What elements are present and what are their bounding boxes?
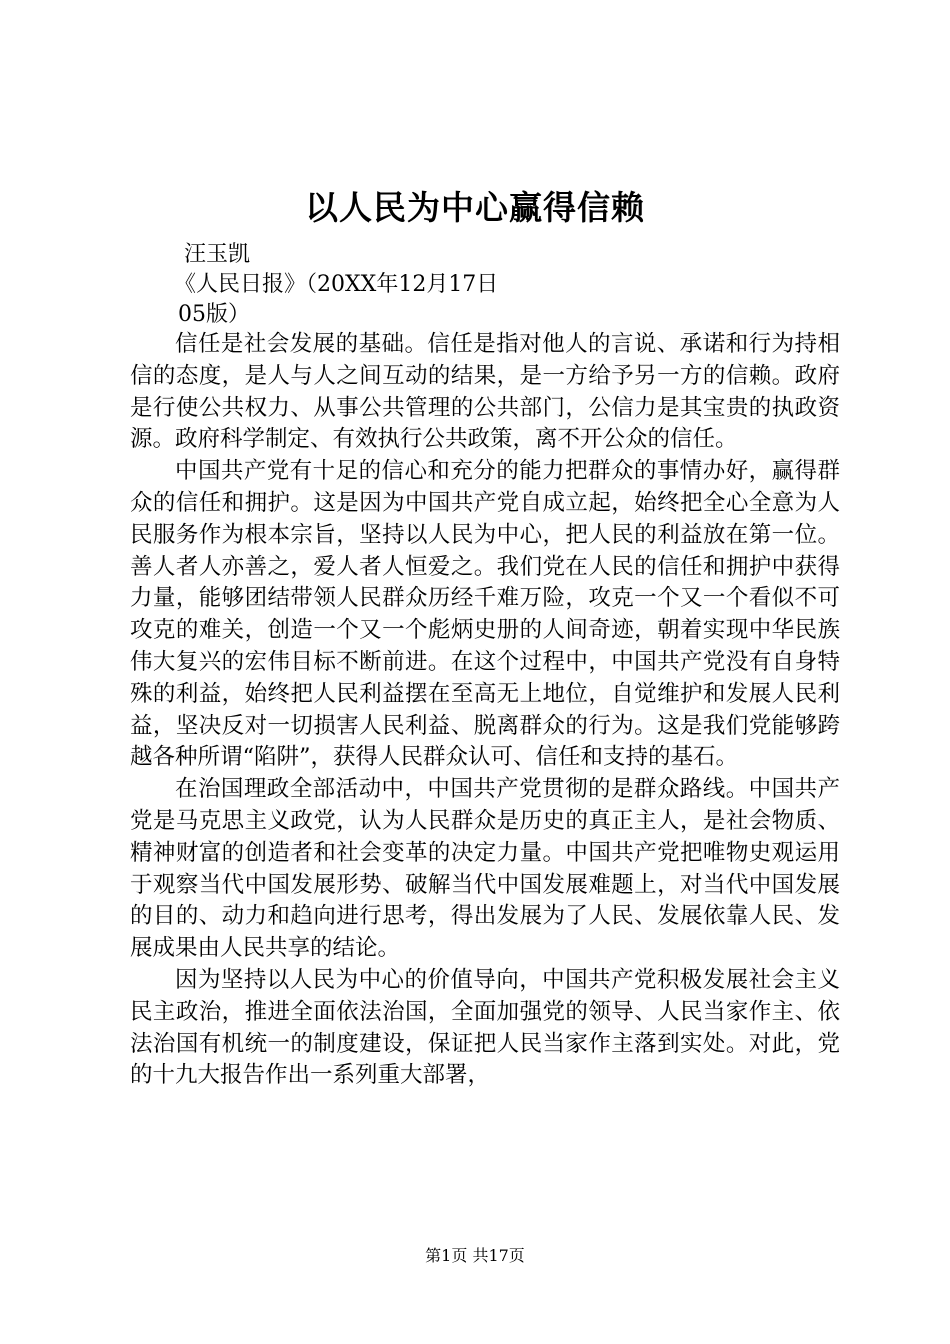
paragraph: 在治国理政全部活动中，中国共产党贯彻的是群众路线。中国共产党是马克思主义政党，认为人民群众是历史的真正主人，是社会物质、精神财富的创造者和社会变革的决定力量。中国共产党把唯物史观运用于观察当代中国发展形势、破解当代中国发展难题上，对当代中国发展的目的、动力和趋向进行思考，得出发展为了人民、发展依靠人民、发展成果由人民共享的结论。 [130,776,840,962]
paragraph: 信任是社会发展的基础。信任是指对他人的言说、承诺和行为持相信的态度，是人与人之间互动的结果，是一方给予另一方的信赖。政府是行使公共权力、从事公共管理的公共部门，公信力是其宝贵的执政资源。政府科学制定、有效执行公共政策，离不开公众的信任。 [130,331,840,453]
author-line: 汪玉凯 [184,242,251,267]
paragraph: 中国共产党有十足的信心和充分的能力把群众的事情办好，赢得群众的信任和拥护。这是因为中国共产党自成立起，始终把全心全意为人民服务作为根本宗旨，坚持以人民为中心，把人民的利益放在第一位。善人者人亦善之，爱人者人恒爱之。我们党在人民的信任和拥护中获得力量，能够团结带领人民群众历经千难万险，攻克一个又一个看似不可攻克的难关，创造一个又一个彪炳史册的人间奇迹，朝着实现中华民族伟大复兴的宏伟目标不断前进。在这个过程中，中国共产党没有自身特殊的利益，始终把人民利益摆在至高无上地位，自觉维护和发展人民利益，坚决反对一切损害人民利益、脱离群众的行为。这是我们党能够跨越各种所谓“陷阱”，获得人民群众认可、信任和支持的基石。 [130,458,840,771]
source-line: 《人民日报》（20XX年12月17日 [174,272,499,297]
page-number-footer: 第1页 共17页 [425,1246,525,1265]
article-body [130,329,840,1092]
document-title: 以人民为中心赢得信赖 [305,188,645,227]
paragraph: 因为坚持以人民为中心的价值导向，中国共产党积极发展社会主义民主政治，推进全面依法治国，全面加强党的领导、人民当家作主、依法治国有机统一的制度建设，保证把人民当家作主落到实处。对此，党的十九大报告作出一系列重大部署， [130,966,840,1089]
edition-line: 05版） [178,302,250,327]
